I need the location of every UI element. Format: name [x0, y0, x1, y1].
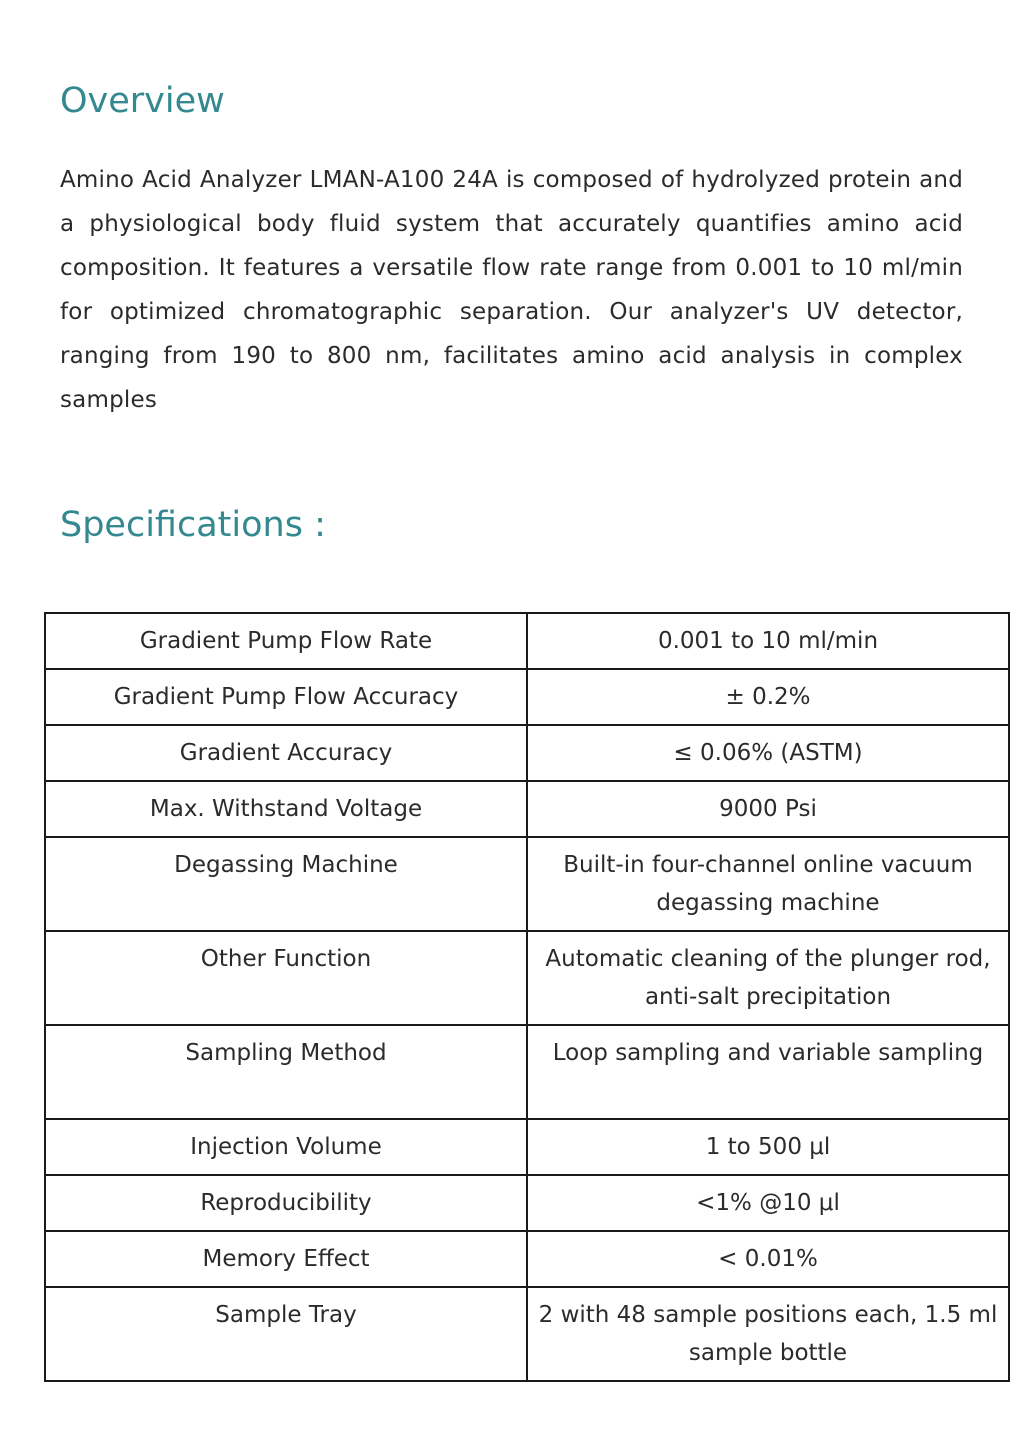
table-row — [45, 1287, 1009, 1381]
table-row — [45, 613, 1009, 669]
specifications-table — [44, 612, 1010, 1382]
spec-label: Degassing Machine — [45, 837, 527, 931]
spec-value: Built-in four-channel online vacuum degassing machine — [527, 837, 1009, 931]
table-row — [45, 837, 1009, 931]
spec-value: Loop sampling and variable sampling — [527, 1025, 1009, 1119]
table-row — [45, 1119, 1009, 1175]
spec-value: 0.001 to 10 ml/min — [527, 613, 1009, 669]
spec-label: Gradient Pump Flow Accuracy — [45, 669, 527, 725]
table-row — [45, 669, 1009, 725]
spec-label: Max. Withstand Voltage — [45, 781, 527, 837]
table-row — [45, 931, 1009, 1025]
spec-label: Gradient Accuracy — [45, 725, 527, 781]
spec-value: < 0.01% — [527, 1231, 1009, 1287]
overview-paragraph: Amino Acid Analyzer LMAN-A100 24A is composed of hydrolyzed protein and a physiological body fluid system that accurately quantifies amino acid composition. It features a versatile flow rate range from 0.001 to 10 ml/min for optimized chromatographic separation. Our analyzer's UV detector, ranging from 190 to 800 nm, facilitates amino acid analysis in complex samples — [60, 167, 963, 413]
spec-value: 1 to 500 μl — [527, 1119, 1009, 1175]
table-row — [45, 781, 1009, 837]
spec-label: Other Function — [45, 931, 527, 1025]
spec-label: Memory Effect — [45, 1231, 527, 1287]
spec-value: 9000 Psi — [527, 781, 1009, 837]
spec-label: Gradient Pump Flow Rate — [45, 613, 527, 669]
table-row — [45, 1231, 1009, 1287]
spec-label: Sampling Method — [45, 1025, 527, 1119]
spec-value: Automatic cleaning of the plunger rod, anti-salt precipitation — [527, 931, 1009, 1025]
table-row — [45, 1025, 1009, 1119]
spec-label: Injection Volume — [45, 1119, 527, 1175]
table-row — [45, 725, 1009, 781]
table-row — [45, 1175, 1009, 1231]
spec-value: <1% @10 μl — [527, 1175, 1009, 1231]
spec-label: Sample Tray — [45, 1287, 527, 1381]
spec-value: ≤ 0.06% (ASTM) — [527, 725, 1009, 781]
specifications-heading: Specifications : — [60, 505, 326, 545]
spec-value: 2 with 48 sample positions each, 1.5 ml sample bottle — [527, 1287, 1009, 1381]
spec-value: ± 0.2% — [527, 669, 1009, 725]
spec-label: Reproducibility — [45, 1175, 527, 1231]
overview-heading: Overview — [60, 81, 225, 121]
